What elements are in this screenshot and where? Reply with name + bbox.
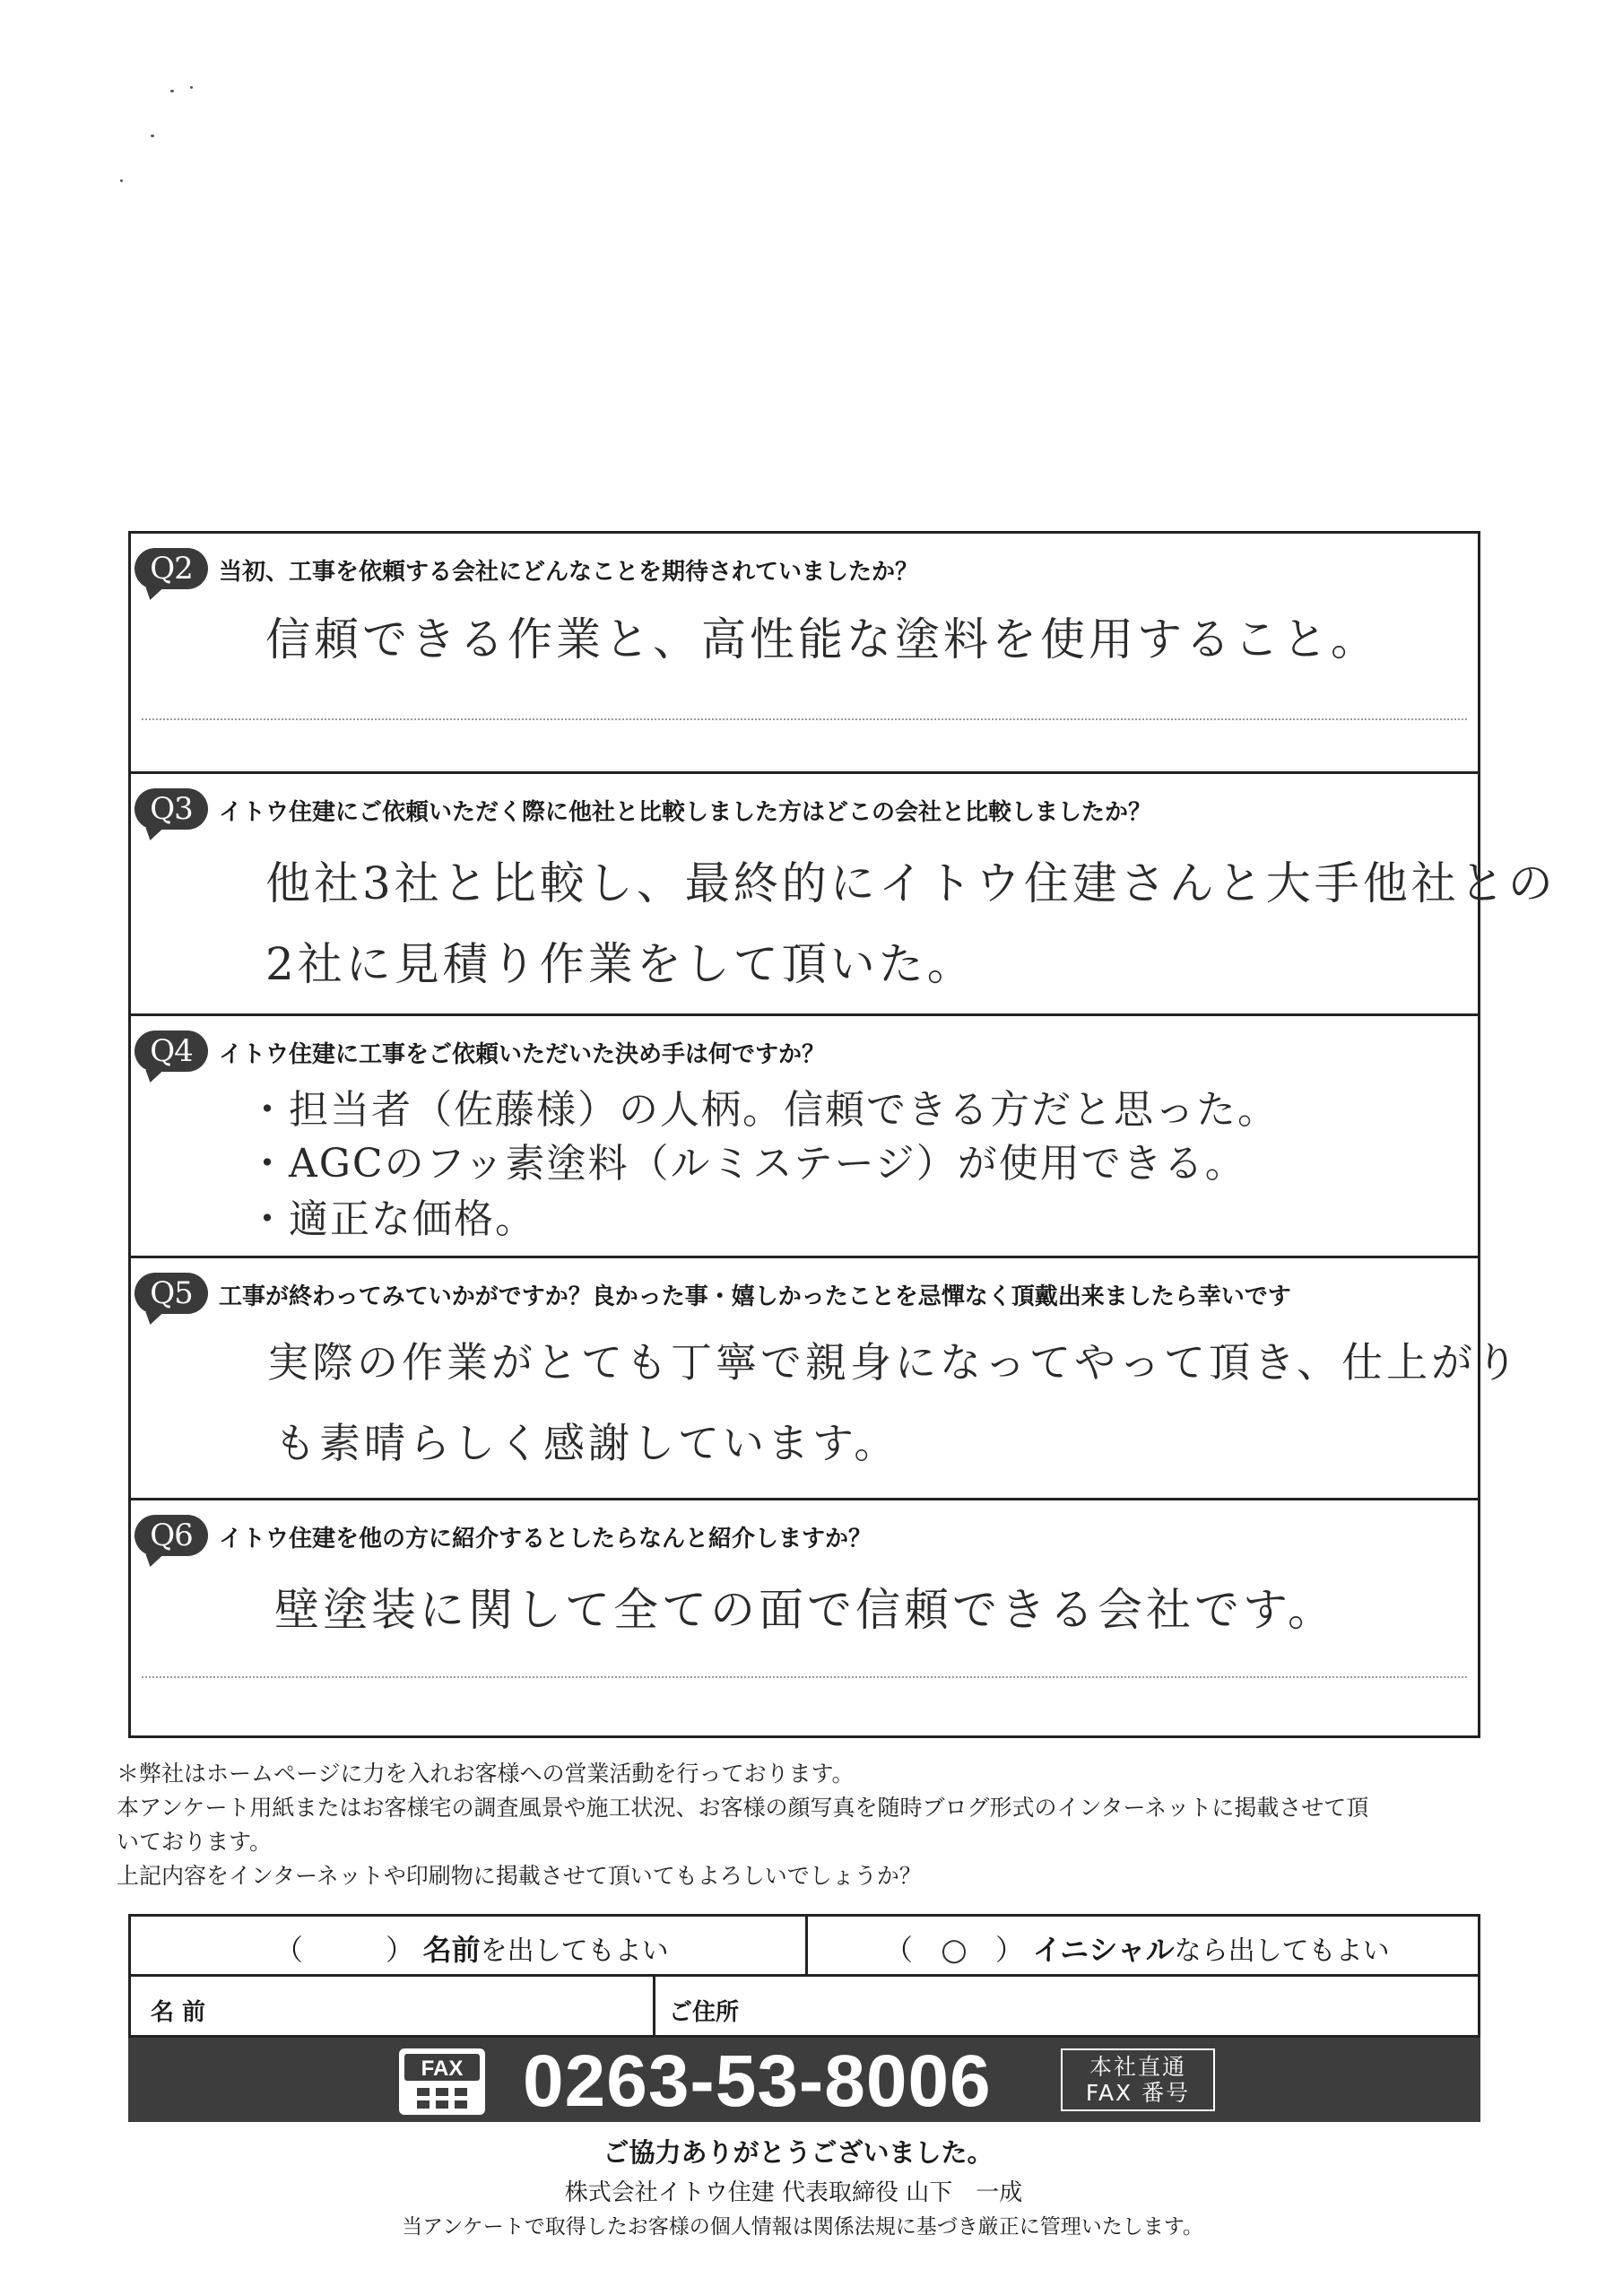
address-field-label: ご住所 xyxy=(669,1999,740,2026)
scan-speck xyxy=(151,135,154,137)
scan-speck xyxy=(120,179,123,182)
fax-banner xyxy=(128,2038,1480,2122)
question-text: 工事が終わってみていかがですか？良かった事・嬉しかったことを忌憚なく頂戴出来ましたら幸いです xyxy=(219,1283,1291,1310)
fax-tag-line: FAX 番号 xyxy=(1085,2080,1191,2106)
question-q6 xyxy=(131,1500,1478,1735)
consent-table xyxy=(128,1914,1480,2038)
question-q3 xyxy=(131,774,1557,1016)
fax-machine-icon xyxy=(397,2045,487,2117)
question-text: イトウ住建にご依頼いただく際に他社と比較しました方はどこの会社と比較しましたか？ xyxy=(219,799,1152,826)
answer-line: ・担当者（佐藤様）の人柄。信頼できる方だと思った。 xyxy=(247,1087,1279,1133)
answer-line: 信頼できる作業と、高性能な塗料を使用すること。 xyxy=(265,613,1379,665)
question-text: イトウ住建に工事をご依頼いただいた決め手は何ですか？ xyxy=(219,1041,826,1068)
answer-line: 他社3社と比較し、最終的にイトウ住建さんと大手他社との xyxy=(265,857,1557,909)
option-bold: 名前 xyxy=(422,1933,481,1967)
question-badge: Q5 xyxy=(135,1273,208,1314)
answer-line: も素晴らしく感謝しています。 xyxy=(274,1419,899,1467)
company-line: 株式会社イトウ住建 代表取締役 山下 一成 xyxy=(564,2179,1023,2206)
fax-tag xyxy=(1061,2048,1215,2111)
answer-line: ・適正な価格。 xyxy=(247,1196,536,1242)
answer-rule xyxy=(142,718,1467,720)
option-name-ok[interactable] xyxy=(274,1927,669,1969)
note-line: ＊弊社はホームページに力を入れお客様への営業活動を行っております。 xyxy=(117,1761,855,1787)
questionnaire-box xyxy=(128,531,1557,1738)
note-line: 上記内容をインターネットや印刷物に掲載させて頂いてもよろしいでしょうか？ xyxy=(117,1863,922,1889)
question-badge: Q2 xyxy=(135,548,208,589)
privacy-line: 当アンケートで取得したお客様の個人情報は関係法規に基づき厳正に管理いたします。 xyxy=(402,2215,1203,2239)
question-q2 xyxy=(131,534,1478,774)
checkbox-close: ） xyxy=(386,1933,415,1967)
answer-line: 2社に見積り作業をして頂いた。 xyxy=(265,938,976,990)
fax-number: 0263-53-8006 xyxy=(523,2040,992,2122)
question-text: 当初、工事を依頼する会社にどんなことを期待されていましたか？ xyxy=(219,559,919,586)
checkbox-close: ） xyxy=(995,1933,1025,1967)
option-bold: イニシャル xyxy=(1032,1933,1175,1967)
answer-line: 壁塗装に関して全ての面で信頼できる会社です。 xyxy=(274,1584,1336,1636)
question-badge: Q6 xyxy=(135,1515,208,1556)
answer-line: ・AGCのフッ素塗料（ルミステージ）が使用できる。 xyxy=(247,1141,1246,1187)
fax-icon-label: FAX xyxy=(421,2057,464,2081)
checkbox-open: （ xyxy=(274,1933,304,1967)
note-line: 本アンケート用紙またはお客様宅の調査風景や施工状況、お客様の顔写真を随時ブログ形式のインターネットに掲載させて頂 xyxy=(117,1795,1369,1821)
checkbox-open: （ xyxy=(884,1933,914,1967)
note-line: いております。 xyxy=(117,1829,273,1855)
question-text: イトウ住建を他の方に紹介するとしたらなんと紹介しますか？ xyxy=(219,1526,872,1552)
option-initial-ok[interactable] xyxy=(884,1927,1390,1969)
option-rest: を出してもよい xyxy=(480,1935,669,1967)
name-field-label: 名 前 xyxy=(151,1999,206,2026)
answer-rule xyxy=(142,1676,1467,1678)
divider xyxy=(653,1974,655,2035)
option-rest: なら出してもよい xyxy=(1174,1935,1390,1967)
question-q4 xyxy=(131,1016,1478,1258)
question-q5 xyxy=(131,1258,1522,1500)
scan-speck xyxy=(190,86,193,89)
fax-tag-line: 本社直通 xyxy=(1089,2054,1186,2080)
checkbox-mark: ○ xyxy=(941,1932,968,1968)
scan-speck xyxy=(170,90,174,92)
thanks-line: ご協力ありがとうございました。 xyxy=(603,2137,994,2168)
divider xyxy=(805,1917,808,1974)
question-badge: Q3 xyxy=(135,788,208,830)
answer-line: 実際の作業がとても丁寧で親身になってやって頂き、仕上がり xyxy=(267,1338,1522,1387)
question-badge: Q4 xyxy=(135,1031,208,1072)
